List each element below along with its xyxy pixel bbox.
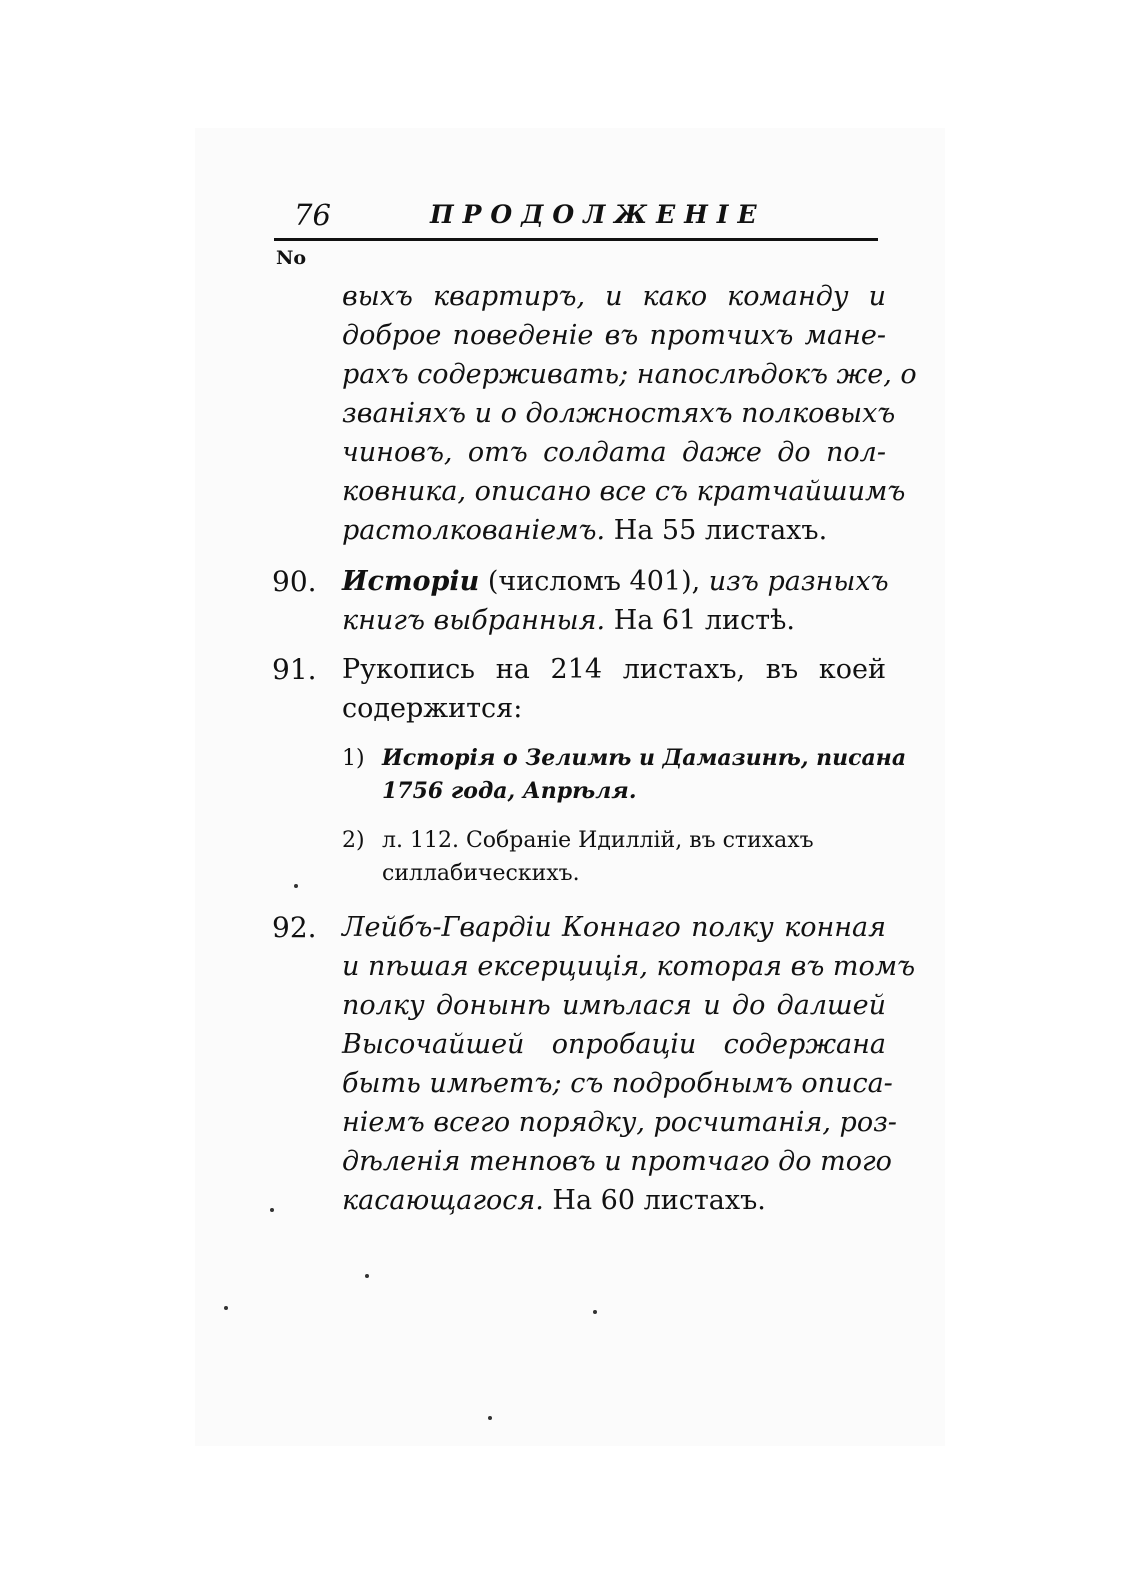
print-speck [224,1306,228,1310]
text-line: Высочайшей опробацiи содержана [342,1029,886,1060]
text-italic: растолкованiемъ. [342,515,606,546]
page-number: 76 [294,198,331,232]
text-italic: изъ разныхъ [708,566,889,597]
text-line: ковника, описано все съ кратчайшимъ [342,476,906,507]
text-line-last [342,1181,886,1220]
text-roman: (числомъ 401), [479,566,709,597]
text-roman: л. 112. Собранiе Идиллiй, въ стихахъ [382,828,814,853]
text-italic: касающагося. [342,1185,544,1216]
subitem-2 [342,824,888,890]
text-line-last [342,601,886,640]
print-speck [593,1310,597,1314]
text-line: дѣленiя тенповъ и протчаго до того [342,1146,892,1177]
text-line [342,824,888,857]
text-line: Лейбъ-Гвардiи Коннаго полку конная [342,912,886,943]
text-line: содержится: [342,693,523,724]
item-92 [342,908,916,1220]
text-line: доброе поведенiе въ протчихъ мане- [342,320,886,351]
continuation-text [342,277,917,550]
item-number: 92. [272,911,317,944]
item-title: Исторiи [342,566,480,597]
item-90 [342,562,889,640]
text-line: званiяхъ и о должностяхъ полковыхъ [342,398,896,429]
text-line: быть имѣетъ; съ подробнымъ описа- [342,1068,893,1099]
text-line-last [342,511,886,550]
item-number: 91. [272,653,317,686]
print-speck [294,884,298,888]
text-line: 1756 года, Апрѣля. [382,778,637,804]
item-91 [342,650,886,728]
print-speck [488,1416,492,1420]
text-line: рахъ содерживать; напослѣдокъ же, о [342,359,917,390]
text-roman: На 55 листахъ. [605,515,828,546]
running-head: ПРОДОЛЖЕНIЕ [430,200,766,229]
text-line: полку донынѣ имѣлася и до далшей [342,990,886,1021]
text-line: чиновъ, отъ солдата даже до пол- [342,437,886,468]
text-italic: Исторiя о Зелимѣ и Дамазинѣ, писана [382,745,907,771]
text-line: и пѣшая ексерцицiя, которая въ томъ [342,951,916,982]
header-rule [274,238,878,241]
item-number: 90. [272,565,317,598]
subitem-marker: 1) [342,746,365,771]
text-line [342,562,889,601]
subitem-marker: 2) [342,828,365,853]
subitem-1 [342,742,907,808]
text-line: выхъ квартиръ, и како команду и [342,281,886,312]
text-roman: На 61 листѣ. [605,605,795,636]
text-line [342,742,907,775]
text-line: силлабическихъ. [382,861,580,886]
print-speck [270,1208,274,1212]
text-italic: книгъ выбранныя. [342,605,606,636]
text-line: Рукопись на 214 листахъ, въ коей [342,654,886,685]
text-line: нiемъ всего порядку, росчитанiя, роз- [342,1107,897,1138]
print-speck [365,1274,369,1278]
number-column-label: No [276,247,307,269]
text-roman: На 60 листахъ. [543,1185,766,1216]
